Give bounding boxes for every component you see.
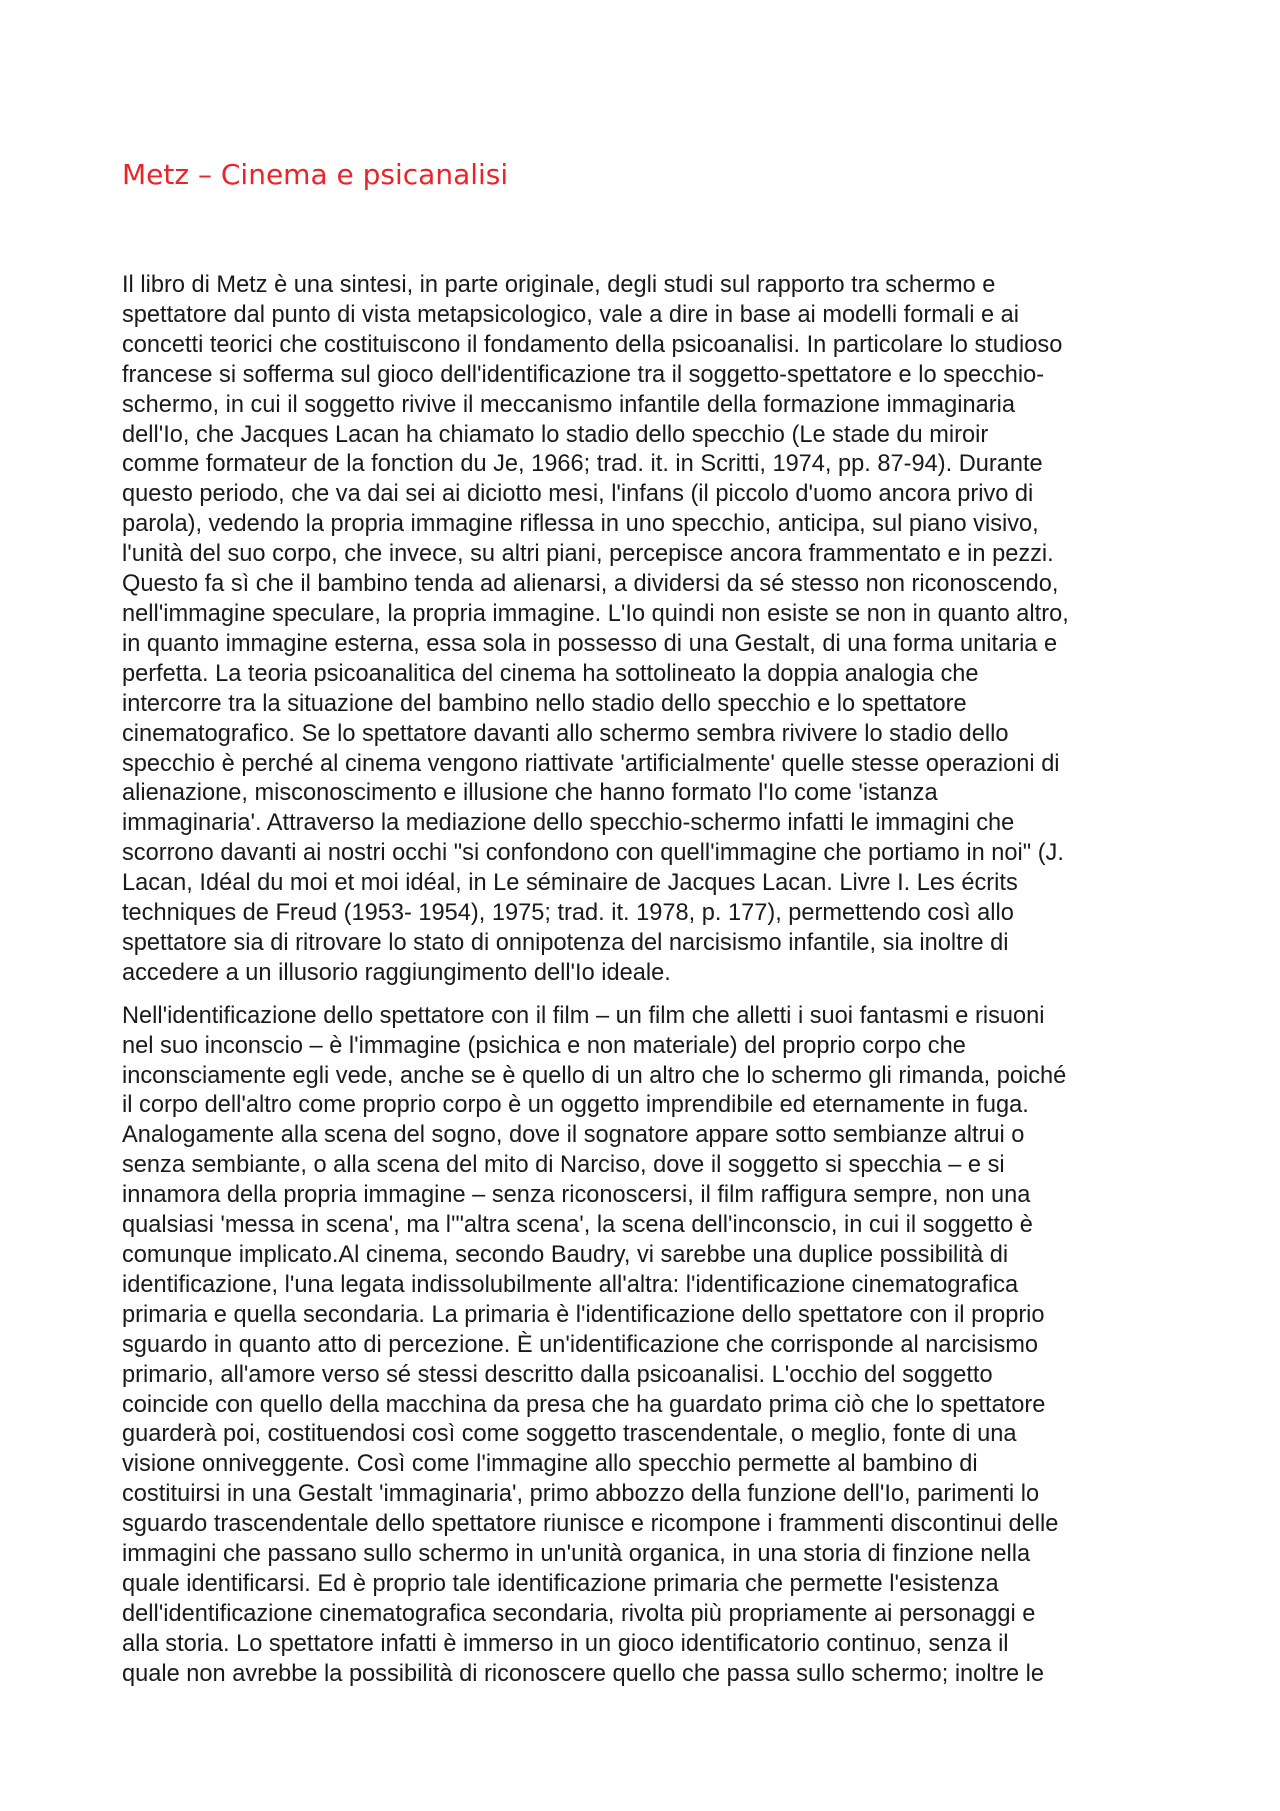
text-line: coincide con quello della macchina da presa che ha guardato prima ciò che lo spettatore xyxy=(122,1391,1046,1418)
text-line: concetti teorici che costituiscono il fondamento della psicoanalisi. In particolare lo studioso xyxy=(122,331,1063,358)
text-line: qualsiasi 'messa in scena', ma l'"altra scena', la scena dell'inconscio, in cui il soggetto è xyxy=(122,1212,1033,1239)
text-line: techniques de Freud (1953- 1954), 1975; trad. it. 1978, p. 177), permettendo così allo xyxy=(122,900,1014,927)
text-line: Nell'identificazione dello spettatore con il film – un film che alletti i suoi fantasmi e risuoni xyxy=(122,1002,1045,1029)
text-line: quale identificarsi. Ed è proprio tale identificazione primaria che permette l'esistenza xyxy=(122,1570,999,1597)
text-line: Analogamente alla scena del sogno, dove il sognatore appare sotto sembianze altrui o xyxy=(122,1122,1025,1149)
text-line: sguardo in quanto atto di percezione. È un'identificazione che corrisponde al narcisismo xyxy=(122,1331,1039,1358)
text-line: sguardo trascendentale dello spettatore riunisce e ricompone i frammenti discontinui delle xyxy=(122,1511,1059,1538)
text-line: dell'identificazione cinematografica secondaria, rivolta più propriamente ai personaggi e xyxy=(122,1600,1036,1627)
text-line: visione onniveggente. Così come l'immagine allo specchio permette al bambino di xyxy=(122,1451,978,1478)
text-line: specchio è perché al cinema vengono riattivate 'artificialmente' quelle stesse operazioni di xyxy=(122,750,1060,777)
text-line: Lacan, Idéal du moi et moi idéal, in Le séminaire de Jacques Lacan. Livre I. Les écrits xyxy=(122,870,1018,897)
text-line: cinematografico. Se lo spettatore davanti allo schermo sembra rivivere lo stadio dello xyxy=(122,720,1009,747)
text-line: primario, all'amore verso sé stessi descritto dalla psicoanalisi. L'occhio del soggetto xyxy=(122,1361,993,1388)
text-line: immaginaria'. Attraverso la mediazione dello specchio-schermo infatti le immagini che xyxy=(122,810,1015,837)
paragraph-2 xyxy=(122,1002,1162,1690)
text-line: perfetta. La teoria psicoanalitica del cinema ha sottolineato la doppia analogia che xyxy=(122,660,979,687)
document-title: Metz – Cinema e psicanalisi xyxy=(122,158,509,191)
paragraph-spacer xyxy=(122,989,1162,1002)
text-line: quale non avrebbe la possibilità di riconoscere quello che passa sullo schermo; inoltre le xyxy=(122,1660,1044,1687)
text-line: parola), vedendo la propria immagine riflessa in uno specchio, anticipa, sul piano visivo, xyxy=(122,511,1039,538)
text-line: Questo fa sì che il bambino tenda ad alienarsi, a dividersi da sé stesso non riconoscendo, xyxy=(122,571,1059,598)
text-line: spettatore sia di ritrovare lo stato di onnipotenza del narcisismo infantile, sia inoltre di xyxy=(122,929,1009,956)
text-line: comunque implicato.Al cinema, secondo Baudry, vi sarebbe una duplice possibilità di xyxy=(122,1242,1009,1268)
text-line: il corpo dell'altro come proprio corpo è un oggetto imprendibile ed eternamente in fuga. xyxy=(122,1092,1029,1119)
text-line: alla storia. Lo spettatore infatti è immerso in un gioco identificatorio continuo, senza il xyxy=(122,1630,1009,1657)
text-line: dell'Io, che Jacques Lacan ha chiamato lo stadio dello specchio (Le stade du miroir xyxy=(122,421,989,448)
text-line: l'unità del suo corpo, che invece, su altri piani, percepisce ancora frammentato e in pezzi. xyxy=(122,541,1054,568)
paragraph-1 xyxy=(122,271,1162,989)
text-line: spettatore dal punto di vista metapsicologico, vale a dire in base ai modelli formali e ai xyxy=(122,301,1020,328)
text-line: immagini che passano sullo schermo in un'unità organica, in una storia di finzione nella xyxy=(122,1541,1031,1568)
text-line: scorrono davanti ai nostri occhi "si confondono con quell'immagine che portiamo in noi" (J. xyxy=(122,840,1064,867)
text-line: costituirsi in una Gestalt 'immaginaria', primo abbozzo della funzione dell'Io, parimenti lo xyxy=(122,1481,1040,1508)
document-body xyxy=(122,271,1162,1690)
text-line: inconsciamente egli vede, anche se è quello di un altro che lo schermo gli rimanda, poiché xyxy=(122,1062,1067,1089)
text-line: Il libro di Metz è una sintesi, in parte originale, degli studi sul rapporto tra schermo e xyxy=(122,272,996,298)
text-line: accedere a un illusorio raggiungimento dell'Io ideale. xyxy=(122,959,671,986)
text-line: guarderà poi, costituendosi così come soggetto trascendentale, o meglio, fonte di una xyxy=(122,1421,1017,1448)
text-line: questo periodo, che va dai sei ai diciotto mesi, l'infans (il piccolo d'uomo ancora privo di xyxy=(122,481,1034,508)
text-line: comme formateur de la fonction du Je, 1966; trad. it. in Scritti, 1974, pp. 87-94). Durante xyxy=(122,451,1043,478)
text-line: senza sembiante, o alla scena del mito di Narciso, dove il soggetto si specchia – e si xyxy=(122,1152,1005,1179)
text-line: identificazione, l'una legata indissolubilmente all'altra: l'identificazione cinematografica xyxy=(122,1271,1019,1298)
text-line: primaria e quella secondaria. La primaria è l'identificazione dello spettatore con il proprio xyxy=(122,1301,1045,1328)
text-line: intercorre tra la situazione del bambino nello stadio dello specchio e lo spettatore xyxy=(122,690,967,717)
text-line: nel suo inconscio – è l'immagine (psichica e non materiale) del proprio corpo che xyxy=(122,1032,966,1059)
text-line: schermo, in cui il soggetto rivive il meccanismo infantile della formazione immaginaria xyxy=(122,391,1016,418)
text-line: in quanto immagine esterna, essa sola in possesso di una Gestalt, di una forma unitaria e xyxy=(122,630,1058,657)
text-line: alienazione, misconoscimento e illusione che hanno formato l'Io come 'istanza xyxy=(122,780,938,807)
text-line: francese si sofferma sul gioco dell'identificazione tra il soggetto-spettatore e lo specchio- xyxy=(122,361,1045,388)
text-line: nell'immagine speculare, la propria immagine. L'Io quindi non esiste se non in quanto altro, xyxy=(122,600,1069,627)
text-line: innamora della propria immagine – senza riconoscersi, il film raffigura sempre, non una xyxy=(122,1182,1031,1209)
